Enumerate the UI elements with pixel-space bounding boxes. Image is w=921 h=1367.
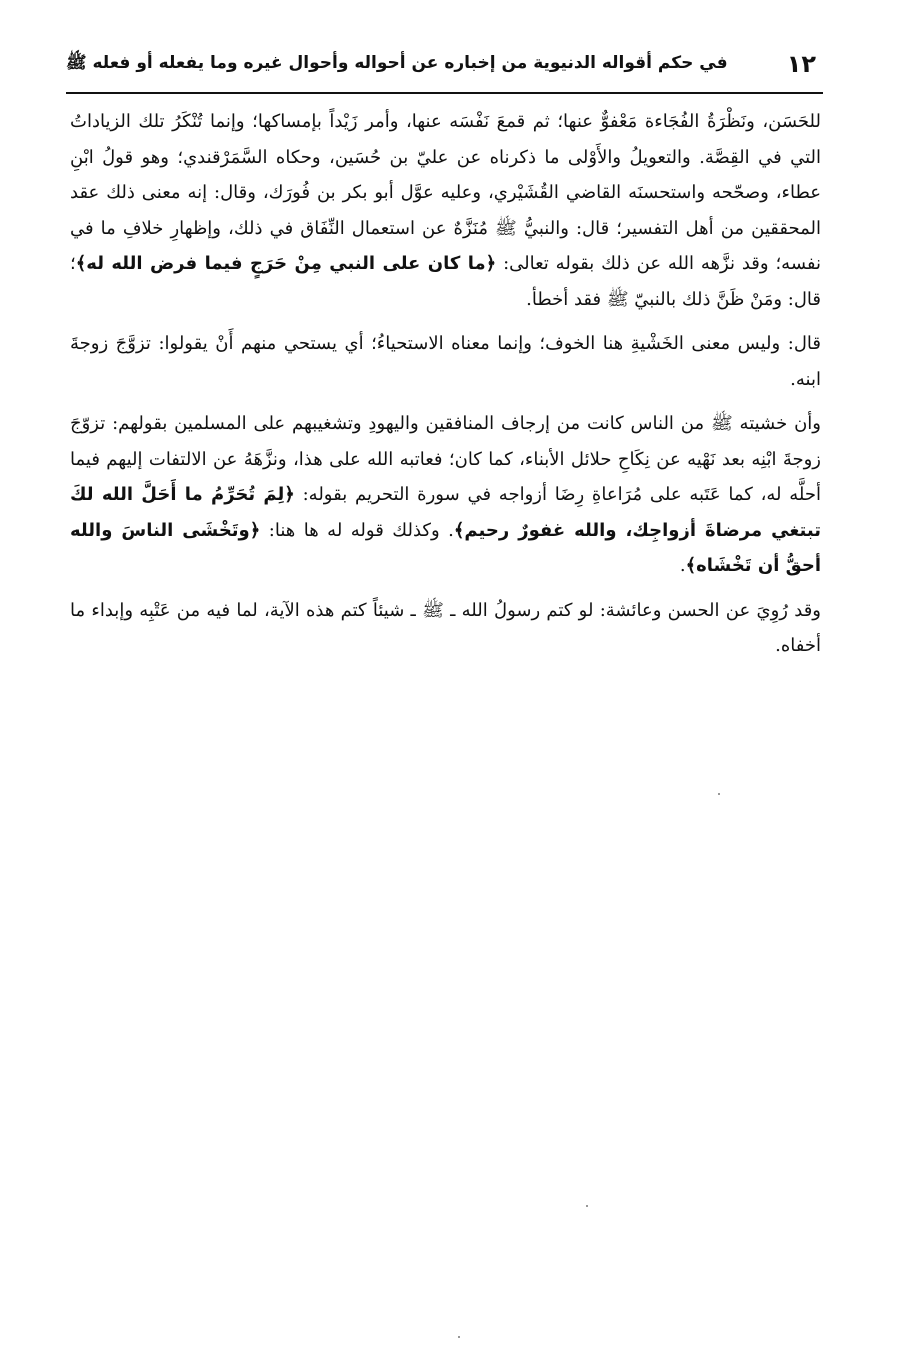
paragraph-2: [70, 326, 821, 397]
quran-quote: ﴿لِمَ تُحَرِّمُ ما أَحَلَّ الله لكَ تبتغي مرضاةَ أزواجِك، والله غفورٌ رحيم﴾: [70, 484, 821, 541]
paragraph-1: [70, 104, 821, 317]
scan-speck: [718, 793, 720, 795]
paragraph-3: [70, 406, 821, 584]
text-segment: ؛ قال: ومَنْ ظَنَّ ذلك بالنبيّ ﷺ فقد أخطأ.: [70, 253, 821, 310]
body-text: [70, 104, 821, 673]
page-number: ١٢: [786, 50, 816, 78]
paragraph-4: [70, 593, 821, 664]
quran-quote: ﴿وتَخْشَى الناسَ والله أحقُّ أن تَخْشَاه﴾: [70, 519, 821, 576]
scan-speck: [458, 1336, 460, 1338]
quran-quote: ﴿ما كان على النبي مِنْ حَرَجٍ فيما فرض الله له﴾: [75, 253, 497, 274]
text-segment: .: [679, 555, 686, 576]
scan-speck: [586, 1205, 588, 1207]
text-segment: قال: وليس معنى الخَشْيةِ هنا الخوف؛ وإنما معناه الاستحياءُ؛ أي يستحي منهم أَنْ يقولوا: تزوَّجَ زوجةَ ابنه.: [70, 333, 821, 390]
text-segment: . وكذلك قوله له ها هنا:: [260, 519, 454, 541]
header-rule: [66, 92, 823, 94]
page-header: [66, 42, 816, 86]
text-segment: وقد رُوِيَ عن الحسن وعائشة: لو كتم رسولُ الله ـ ﷺ ـ شيئاً كتم هذه الآية، لما فيه من عَتْبِه وإبداء ما أخفاه.: [70, 599, 821, 656]
running-title: في حكم أقواله الدنيوية من إخباره عن أحواله وأحوال غيره وما يفعله أو فعله ﷺ: [66, 52, 728, 73]
text-segment: وأن خشيته ﷺ من الناس كانت من إرجاف المنافقين واليهودِ وتشغيبهم على المسلمين بقولهم: تزوّجَ زوجةَ ابْنِه بعد نَهْيه عن نِكَاحِ حلائل الأبناء، كما كان؛ فعاتبه الله على هذا، ونزَّهَهُ عن الالتفات إليهم فيما أحلَّه له، كما عَتَبه على مُرَاعاةِ رِضَا أزواجه في سورة التحريم بقوله:: [70, 413, 822, 505]
text-segment: للحَسَن، ونَظْرَةُ الفُجَاءة مَعْفوٌّ عنها؛ ثم قمعَ نَفْسَه عنها، وأمر زَيْداً بإمساكها؛ وإنما تُنْكَرُ تلك الزياداتُ التي في القِصَّة. والتعويلُ والأَوْلى ما ذكرناه عن عليّ بن حُسَين، وحكاه السَّمَرْقندي؛ وهو قولُ ابْنِ عطاء، وصحّحه واستحسنَه القاضي القُشَيْري، وعليه عوَّل أبو بكر بن فُورَك، وقال: إنه معنى ذلك عقد المحققين من أهل التفسير؛ قال: والنبيُّ ﷺ مُنَزَّهٌ عن استعمال النِّفَاق في ذلك، وإظهارِ خلافِ ما في نفسه؛ وقد نزَّهه الله عن ذلك بقوله تعالى:: [70, 111, 821, 274]
